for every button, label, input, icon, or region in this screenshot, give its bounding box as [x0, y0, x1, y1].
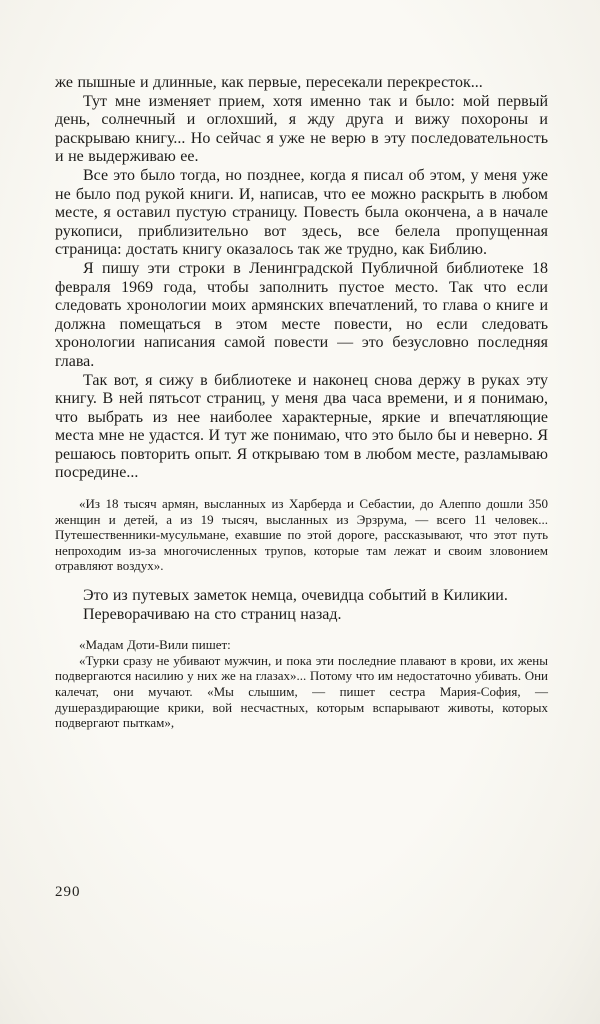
blockquote-paragraph: «Из 18 тысяч армян, высланных из Харберда и Себастии, до Алеппо дошли 350 женщин и детей, а из 19 тысяч, высланных из Эрзрума, — всего 11 человек... Путешественники-мусульмане, ехавшие по этой дороге, рассказывают, что этот путь непроходим из-за многочисленных трупов, которые там лежат и своим зловонием отравляют воздух». — [55, 496, 548, 574]
paragraph-continuation: же пышные и длинные, как первые, пересекали перекресток... — [55, 74, 483, 91]
paragraph: Так вот, я сижу в библиотеке и наконец снова держу в руках эту книгу. В ней пятьсот страниц, у меня два часа времени, и я понимаю, что выбрать из нее наиболее характерные, яркие и впечатляющие места мне не удастся. И тут же понимаю, что это было бы и неверно. Я решаюсь повторить опыт. Я открываю том в любом месте, разламываю посредине... — [55, 371, 548, 482]
paragraph: Тут мне изменяет прием, хотя именно так и было: мой первый день, солнечный и оглохший, я жду друга и вижу похороны и раскрываю книгу... Но сейчас я уже не верю в эту последовательность и не выдерживаю ее. — [55, 92, 548, 166]
paragraph: Это из путевых заметок немца, очевидца событий в Киликии. — [83, 587, 508, 605]
page-number: 290 — [55, 884, 81, 900]
page-text-column — [55, 74, 548, 731]
paragraph: Все это было тогда, но позднее, когда я писал об этом, у меня уже не было под рукой книги. И, написав, что ее можно раскрыть в любом месте, я оставил пустую страницу. Повесть была окончена, а в начале рукописи, приблизительно вот здесь, все белела пропущенная страница: достать книгу оказалось так же трудно, как Библию. — [55, 166, 548, 259]
paragraph: Переворачиваю на сто страниц назад. — [83, 605, 342, 623]
blockquote-paragraph: «Турки сразу не убивают мужчин, и пока эти последние плавают в крови, их жены подвергаются насилию у них же на глазах»... Потому что им недостаточно убивать. Они калечат, они мучают. «Мы слышим, — пишет сестра Мария-София, — душераздирающие крики, вой несчастных, которым вспарывают животы, которых подвергают пыткам», — [55, 652, 548, 731]
paragraph: Я пишу эти строки в Ленинградской Публичной библиотеке 18 февраля 1969 года, чтобы заполнить пустое место. Так что если следовать хронологии моих армянских впечатлений, то глава о книге и должна помещаться в этом месте повести, но если следовать хронологии написания самой повести — это безусловно последняя глава. — [55, 259, 548, 370]
blockquote-paragraph: «Мадам Доти-Вили пишет: — [79, 637, 231, 653]
